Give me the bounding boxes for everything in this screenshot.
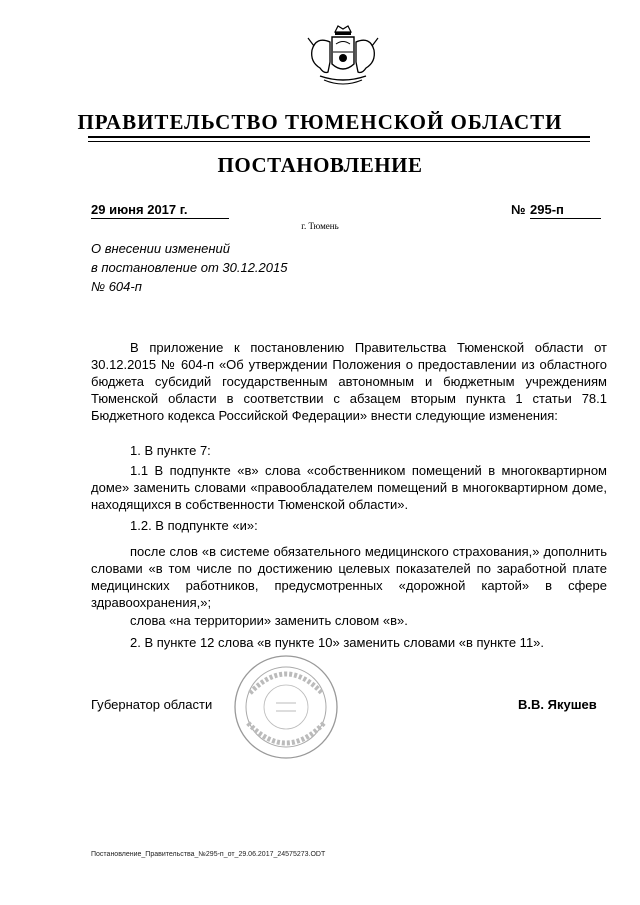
document-city: г. Тюмень [301, 221, 339, 231]
body-paragraph: после слов «в системе обязательного медицинского страхования,» дополнить словами «в том числе по достижению целевых показателей по заработной плате медицинских работников, предусмотренных «дорожной картой» в сфере здравоохранения,»; [91, 544, 607, 610]
header-rule [88, 136, 590, 138]
document-date: 29 июня 2017 г. [91, 202, 229, 219]
body-paragraph: В приложение к постановлению Правительства Тюменской области от 30.12.2015 № 604-п «Об утверждении Положения о предоставлении из областного бюджета субсидий государственным автономным и бюджетным учреждениям Тюменской области в соответствии с абзацем вторым пункта 1 статьи 78.1 Бюджетного кодекса Российской Федерации» внести следующие изменения: [91, 340, 607, 423]
org-title: ПРАВИТЕЛЬСТВО ТЮМЕНСКОЙ ОБЛАСТИ [77, 110, 563, 134]
signer-name: В.В. Якушев [518, 697, 597, 712]
subject-line: О внесении изменений [91, 241, 230, 256]
coat-of-arms-icon [302, 22, 384, 94]
subject-line: в постановление от 30.12.2015 [91, 260, 288, 275]
body-paragraph: 1.1 В подпункте «в» слова «собственником помещений в многоквартирном доме» заменить словами «правообладателем помещений в многоквартирном доме, находящихся в собственности Тюменской области». [91, 463, 607, 512]
document-subject [91, 239, 287, 296]
header-rule-thin [88, 141, 590, 142]
document-number-label: № [511, 202, 526, 217]
body-paragraph: 1. В пункте 7: [130, 443, 211, 458]
document-filename-footer: Постановление_Правительства_№295-п_от_29.06.2017_24575273.ODT [91, 851, 326, 858]
body-paragraph: 2. В пункте 12 слова «в пункте 10» заменить словами «в пункте 11». [130, 635, 545, 650]
document-number: 295-п [530, 202, 601, 219]
document-type-title: ПОСТАНОВЛЕНИЕ [217, 153, 423, 177]
body-paragraph: 1.2. В подпункте «и»: [130, 518, 258, 533]
signer-position: Губернатор области [91, 697, 213, 712]
subject-line: № 604-п [91, 279, 142, 294]
official-stamp-icon [232, 653, 340, 761]
body-paragraph: слова «на территории» заменить словом «в». [130, 613, 408, 628]
